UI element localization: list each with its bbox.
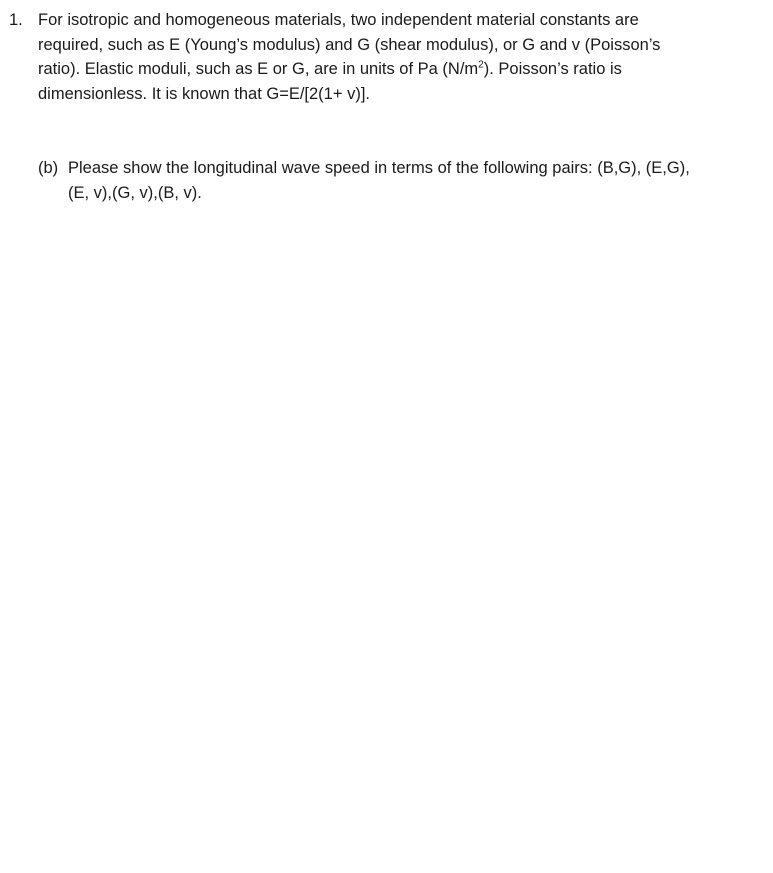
part-b-label: (b) <box>38 159 59 177</box>
statement-line-1: For isotropic and homogeneous materials, two independent material constants are <box>38 11 639 29</box>
problem-statement <box>38 8 758 106</box>
statement-line-3-b: ). Poisson’s ratio is <box>483 60 622 78</box>
statement-line-3 <box>38 57 758 82</box>
statement-line-3-a: ratio). Elastic moduli, such as E or G, are in units of Pa (N/m <box>38 60 479 78</box>
part-b-line-1: Please show the longitudinal wave speed in terms of the following pairs: (B,G), (E,G), <box>68 159 690 177</box>
problem-number: 1. <box>9 11 23 29</box>
part-b-line-2: (E, v),(G, v),(B, v). <box>68 184 202 202</box>
part-b-question <box>68 156 768 206</box>
superscript-two: 2 <box>478 59 484 71</box>
statement-line-4: dimensionless. It is known that G=E/[2(1+ v)]. <box>38 84 370 103</box>
statement-line-2: required, such as E (Young’s modulus) and G (shear modulus), or G and v (Poisson’s <box>38 35 661 54</box>
